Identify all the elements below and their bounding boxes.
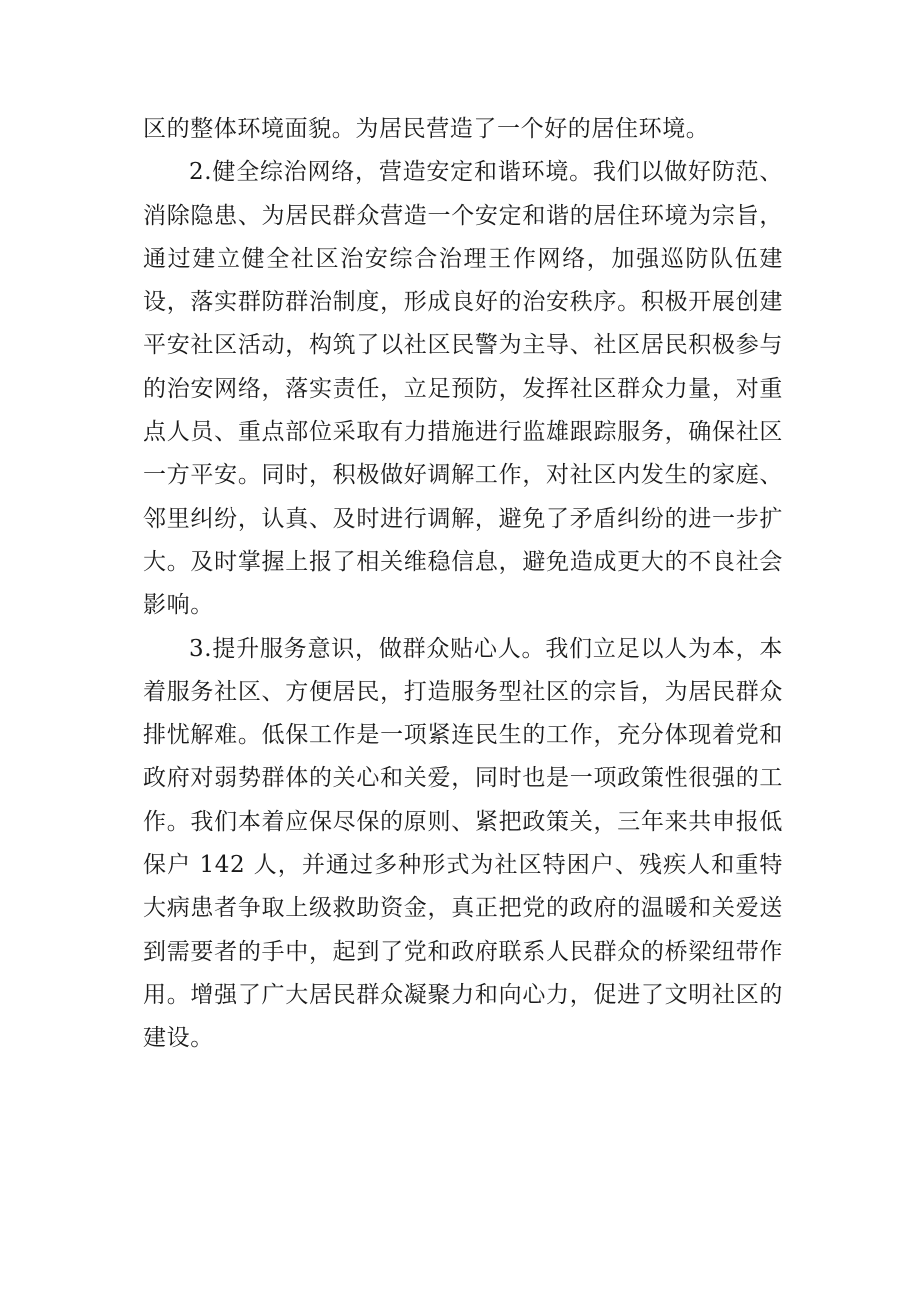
paragraph-section-3: 3.提升服务意识，做群众贴心人。我们立足以人为本，本着服务社区、方便居民，打造服务型社区的宗旨，为居民群众排忧解难。低保工作是一项紧连民生的工作，充分体现着党和政府对弱势群体的关心和关爱，同时也是一项政策性很强的工作。我们本着应保尽保的原则、紧把政策关，三年来共申报低保户 142 人，并通过多种形式为社区特困户、残疾人和重特大病患者争取上级救助资金，真正把党的政府的温暖和关爱送到需要者的手中，起到了党和政府联系人民群众的桥梁纽带作用。增强了广大居民群众凝聚力和向心力，促进了文明社区的建设。	[143, 635, 783, 1052]
paragraph-continuation: 区的整体环境面貌。为居民营造了一个好的居住环境。	[143, 116, 710, 142]
paragraph-section-2: 2.健全综治网络，营造安定和谐环境。我们以做好防范、消除隐患、为居民群众营造一个安定和谐的居住环境为宗旨，通过建立健全社区治安综合治理王作网络，加强巡防队伍建设，落实群防群治制度，形成良好的治安秩序。积极开展创建平安社区活动，构筑了以社区民警为主导、社区居民积极参与的治安网络，落实责任，立足预防，发挥社区群众力量，对重点人员、重点部位采取有力措施进行监雄跟踪服务，确保社区一方平安。同时，积极做好调解工作，对社区内发生的家庭、邻里纠纷，认真、及时进行调解，避免了矛盾纠纷的进一步扩大。及时掌握上报了相关维稳信息，避免造成更大的不良社会影响。	[143, 159, 783, 619]
document-body	[143, 108, 783, 1061]
